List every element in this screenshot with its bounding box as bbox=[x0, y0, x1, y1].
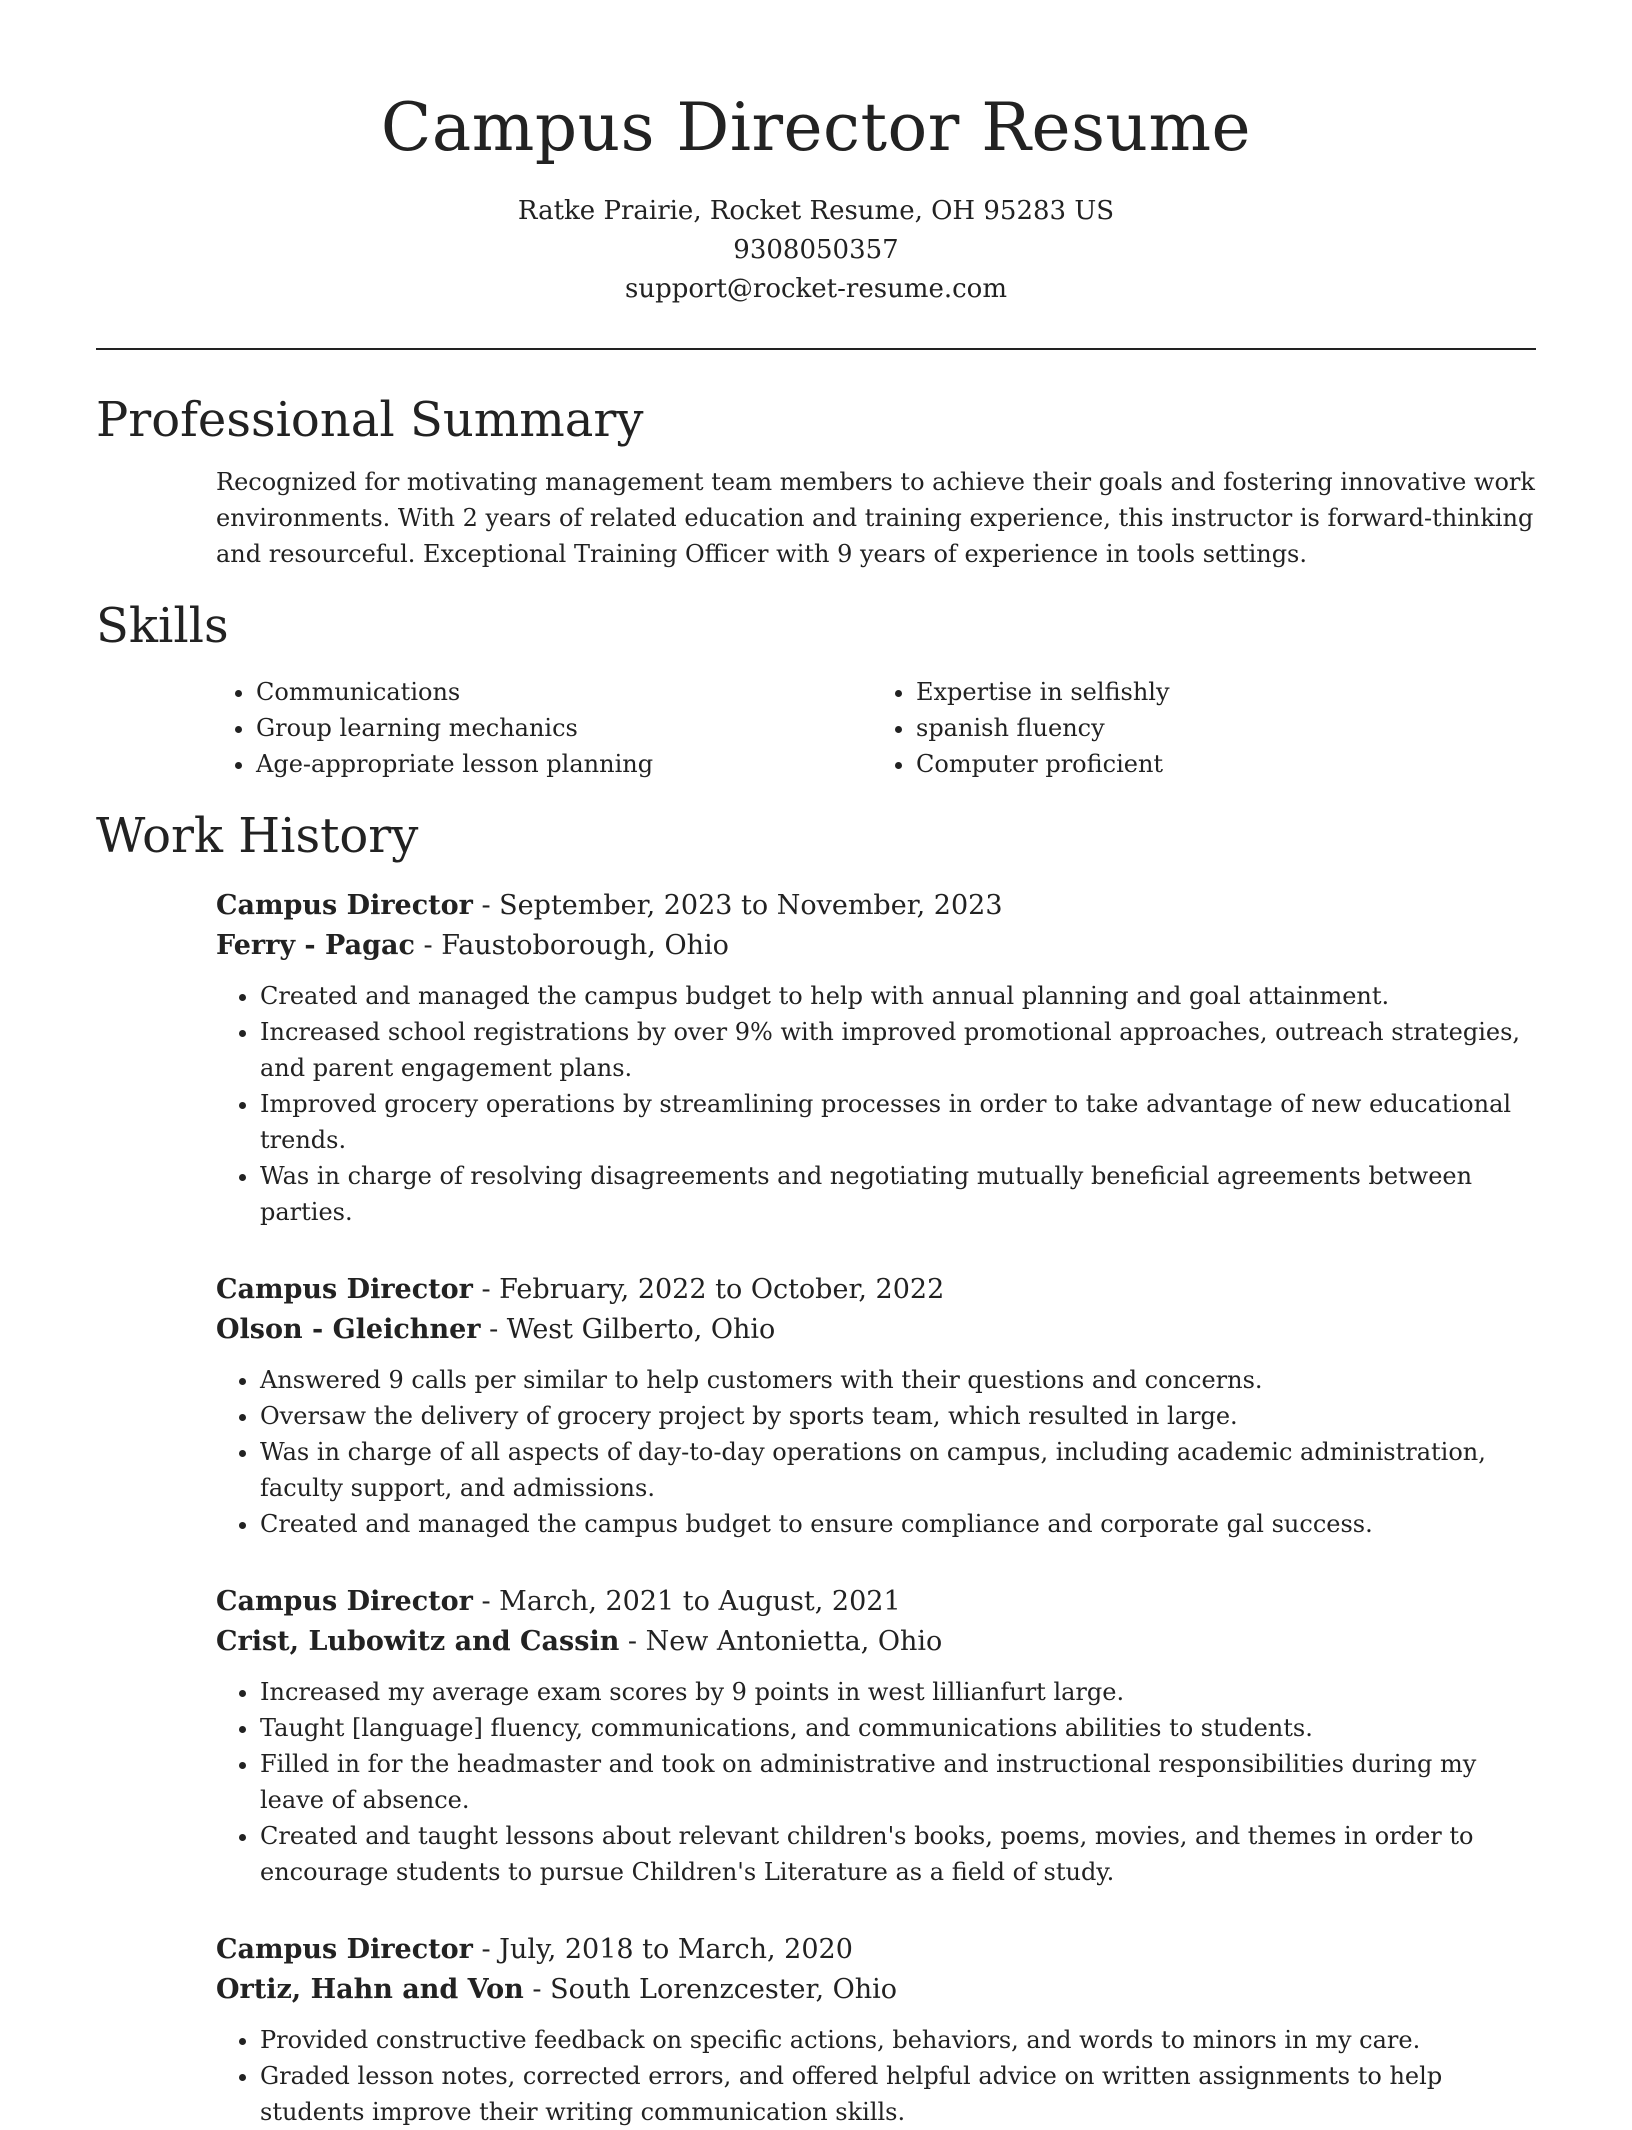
job-dates: - September, 2023 to November, 2023 bbox=[472, 890, 1003, 921]
skill-item: • Expertise in selfishly bbox=[916, 674, 1536, 710]
summary-section bbox=[96, 390, 1536, 572]
job-location: - West Gilberto, Ohio bbox=[480, 1314, 776, 1345]
job-bullet: • Created and managed the campus budget to ensure compliance and corporate gal success. bbox=[260, 1506, 1536, 1542]
skills-column-right bbox=[876, 674, 1536, 782]
job-location: - Faustoborough, Ohio bbox=[414, 930, 729, 961]
job-bullets bbox=[216, 1674, 1536, 1890]
job-role: Campus Director bbox=[216, 1274, 473, 1305]
job-title-line bbox=[216, 1930, 1536, 1970]
skill-item: • Computer proficient bbox=[916, 746, 1536, 782]
skill-item: • spanish fluency bbox=[916, 710, 1536, 746]
job-bullet: • Was in charge of resolving disagreements and negotiating mutually beneficial agreements between parties. bbox=[260, 1158, 1536, 1230]
job-company: Crist, Lubowitz and Cassin bbox=[216, 1626, 620, 1657]
work-history-section bbox=[96, 806, 1536, 2130]
job-bullet: • Filled in for the headmaster and took on administrative and instructional responsibilities during my leave of absence. bbox=[260, 1746, 1536, 1818]
contact-email[interactable]: support@rocket-resume.com bbox=[624, 274, 1007, 304]
job-role: Campus Director bbox=[216, 890, 473, 921]
job-dates: - July, 2018 to March, 2020 bbox=[472, 1934, 853, 1965]
job-dates: - March, 2021 to August, 2021 bbox=[472, 1586, 901, 1617]
job-bullet: • Increased school registrations by over 9% with improved promotional approaches, outreach strategies, and parent engagement plans. bbox=[260, 1014, 1536, 1086]
resume-title: Campus Director Resume bbox=[380, 89, 1252, 166]
job-company: Ferry - Pagac bbox=[216, 930, 415, 961]
contact-block bbox=[96, 192, 1536, 309]
resume-page bbox=[96, 0, 1536, 2130]
skills-grid bbox=[216, 674, 1536, 782]
job-entry bbox=[216, 886, 1536, 1230]
job-role: Campus Director bbox=[216, 1586, 473, 1617]
skill-item: • Group learning mechanics bbox=[256, 710, 876, 746]
job-bullet: • Provided constructive feedback on specific actions, behaviors, and words to minors in my care. bbox=[260, 2022, 1536, 2058]
job-company-line bbox=[216, 1622, 1536, 1662]
job-location: - South Lorenzcester, Ohio bbox=[523, 1974, 898, 2005]
job-entry bbox=[216, 1270, 1536, 1542]
job-bullets bbox=[216, 978, 1536, 1230]
skill-item: • Communications bbox=[256, 674, 876, 710]
job-title-line bbox=[216, 1582, 1536, 1622]
job-bullet: • Graded lesson notes, corrected errors, and offered helpful advice on written assignments to help students improve their writing communication skills. bbox=[260, 2058, 1536, 2130]
job-company-line bbox=[216, 1310, 1536, 1350]
job-bullets bbox=[216, 1362, 1536, 1542]
skills-heading: Skills bbox=[96, 598, 229, 654]
job-bullet: • Created and taught lessons about relevant children's books, poems, movies, and themes in order to encourage students to pursue Children's Literature as a field of study. bbox=[260, 1818, 1536, 1890]
job-location: - New Antonietta, Ohio bbox=[619, 1626, 943, 1657]
skills-section bbox=[96, 596, 1536, 782]
job-company-line bbox=[216, 1970, 1536, 2010]
job-company: Ortiz, Hahn and Von bbox=[216, 1974, 524, 2005]
job-bullet: • Answered 9 calls per similar to help customers with their questions and concerns. bbox=[260, 1362, 1536, 1398]
job-company-line bbox=[216, 926, 1536, 966]
job-bullet: • Oversaw the delivery of grocery project by sports team, which resulted in large. bbox=[260, 1398, 1536, 1434]
job-bullet: • Created and managed the campus budget to help with annual planning and goal attainment. bbox=[260, 978, 1536, 1014]
header-divider bbox=[96, 348, 1536, 350]
job-entry bbox=[216, 1930, 1536, 2130]
job-role: Campus Director bbox=[216, 1934, 473, 1965]
job-title-line bbox=[216, 886, 1536, 926]
skills-column-left bbox=[216, 674, 876, 782]
contact-address: Ratke Prairie, Rocket Resume, OH 95283 US bbox=[517, 196, 1115, 226]
job-bullet: • Improved grocery operations by streamlining processes in order to take advantage of new educational trends. bbox=[260, 1086, 1536, 1158]
job-company: Olson - Gleichner bbox=[216, 1314, 481, 1345]
summary-heading: Professional Summary bbox=[96, 392, 644, 448]
job-bullets bbox=[216, 2022, 1536, 2130]
job-entry bbox=[216, 1582, 1536, 1890]
skill-item: • Age-appropriate lesson planning bbox=[256, 746, 876, 782]
contact-phone: 9308050357 bbox=[733, 235, 899, 265]
job-dates: - February, 2022 to October, 2022 bbox=[472, 1274, 945, 1305]
job-bullet: • Was in charge of all aspects of day-to-day operations on campus, including academic administration, faculty support, and admissions. bbox=[260, 1434, 1536, 1506]
work-history-heading: Work History bbox=[96, 808, 419, 864]
job-bullet: • Increased my average exam scores by 9 points in west lillianfurt large. bbox=[260, 1674, 1536, 1710]
summary-text: Recognized for motivating management team members to achieve their goals and fostering innovative work environments. With 2 years of related education and training experience, this instructor is forward-thinking and resourceful. Exceptional Training Officer with 9 years of experience in tools settings. bbox=[216, 468, 1535, 568]
job-title-line bbox=[216, 1270, 1536, 1310]
job-bullet: • Taught [language] fluency, communications, and communications abilities to students. bbox=[260, 1710, 1536, 1746]
